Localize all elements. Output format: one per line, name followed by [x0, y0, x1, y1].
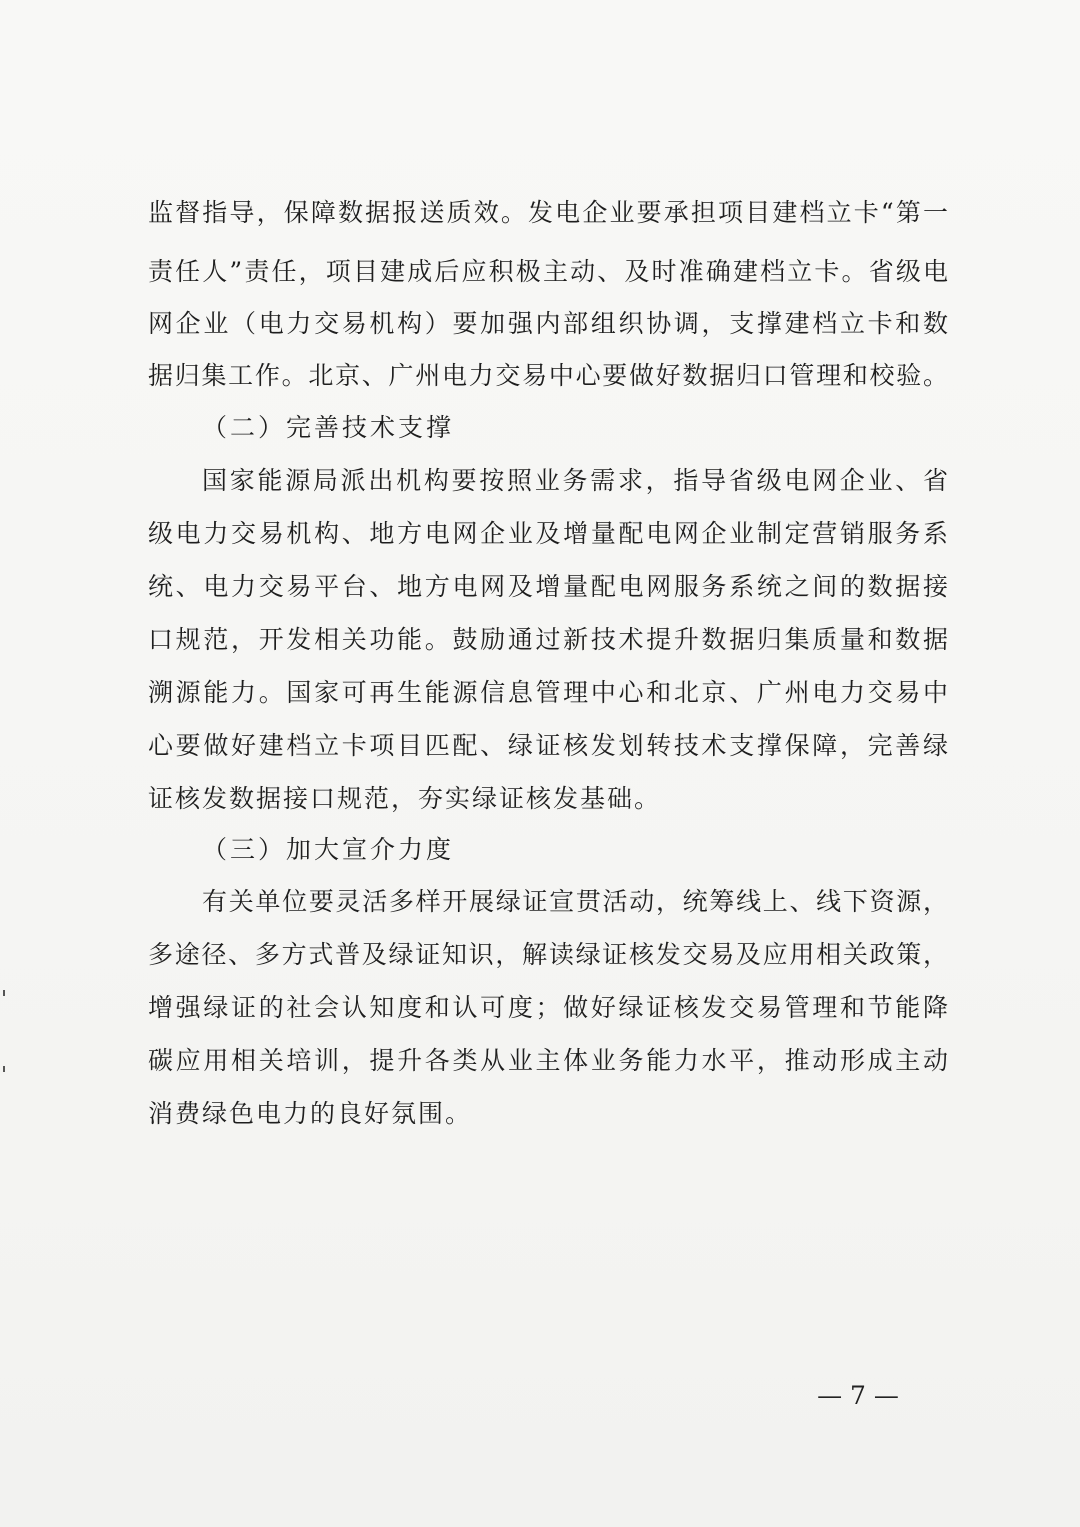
body-line: 口规范，开发相关功能。鼓励通过新技术提升数据归集质量和数据: [148, 625, 948, 654]
body-line: 证核发数据接口规范，夯实绿证核发基础。: [148, 784, 662, 813]
section-heading: （三）加大宣介力度: [202, 835, 455, 864]
scan-mark: [3, 990, 5, 996]
body-line: 责任人”责任，项目建成后应积极主动、及时准确建档立卡。省级电: [148, 257, 948, 286]
body-line: 心要做好建档立卡项目匹配、绿证核发划转技术支撑保障，完善绿: [148, 731, 948, 760]
body-line: 级电力交易机构、地方电网企业及增量配电网企业制定营销服务系: [148, 519, 948, 548]
page-number: — 7 —: [817, 1381, 899, 1410]
body-line: 碳应用相关培训，提升各类从业主体业务能力水平，推动形成主动: [148, 1046, 948, 1075]
body-line: 网企业（电力交易机构）要加强内部组织协调，支撑建档立卡和数: [148, 309, 948, 338]
body-line: 监督指导，保障数据报送质效。发电企业要承担项目建档立卡“第一: [148, 198, 948, 227]
body-line: 统、电力交易平台、地方电网及增量配电网服务系统之间的数据接: [148, 572, 948, 601]
section-heading: （二）完善技术支撑: [202, 413, 455, 442]
body-line: 消费绿色电力的良好氛围。: [148, 1099, 473, 1128]
body-line: 有关单位要灵活多样开展绿证宣贯活动，统筹线上、线下资源，: [202, 887, 948, 916]
scan-mark: [3, 1066, 5, 1072]
body-line: 据归集工作。北京、广州电力交易中心要做好数据归口管理和校验。: [148, 361, 948, 390]
body-line: 多途径、多方式普及绿证知识，解读绿证核发交易及应用相关政策，: [148, 940, 948, 969]
body-line: 国家能源局派出机构要按照业务需求，指导省级电网企业、省: [202, 466, 948, 495]
body-line: 溯源能力。国家可再生能源信息管理中心和北京、广州电力交易中: [148, 678, 948, 707]
body-line: 增强绿证的社会认知度和认可度；做好绿证核发交易管理和节能降: [148, 993, 948, 1022]
